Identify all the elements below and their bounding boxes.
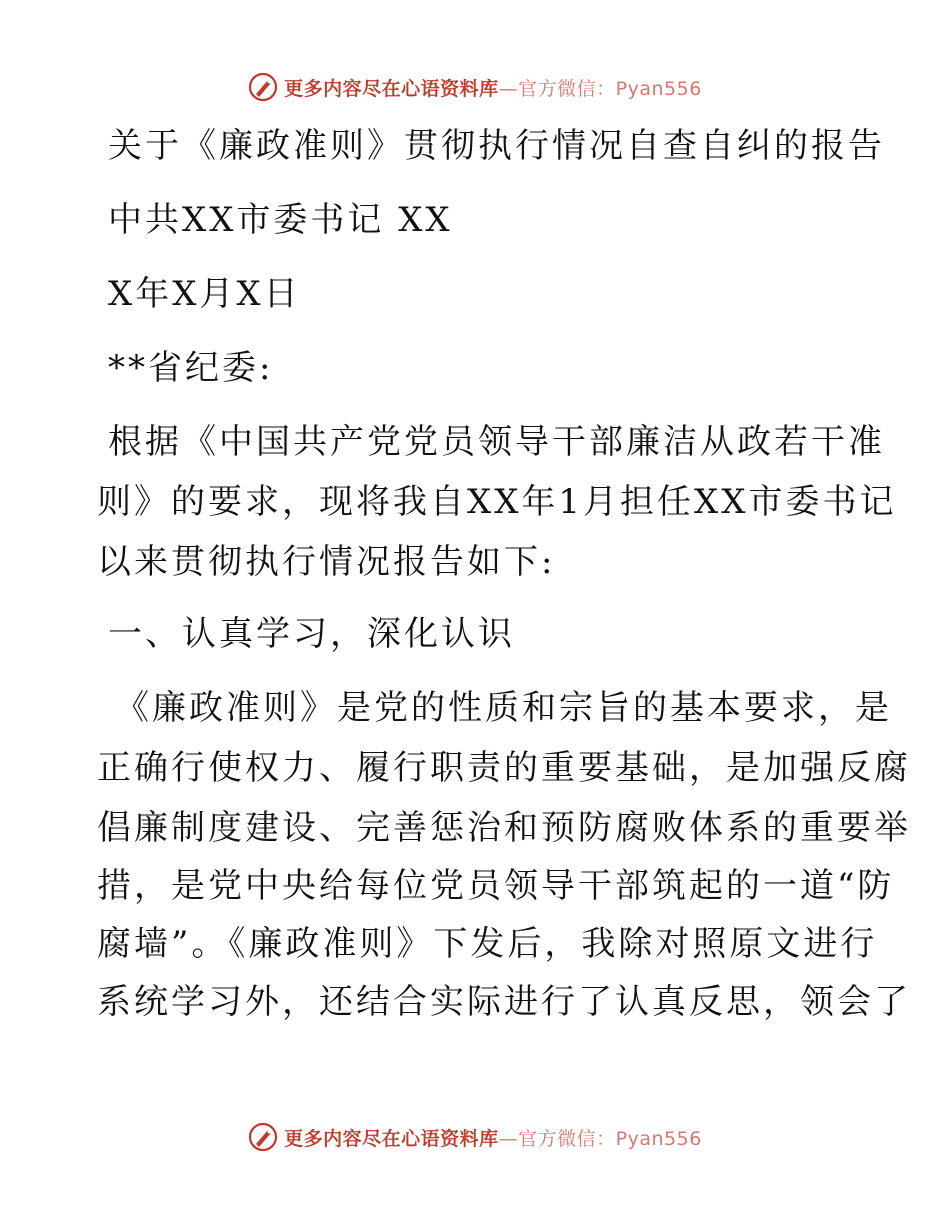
watermark-separator: — <box>498 1127 519 1150</box>
watermark-text <box>284 1124 702 1151</box>
paragraph-line: 《廉政准则》是党的性质和宗旨的基本要求，是 <box>115 688 892 728</box>
section-heading: 一、认真学习，深化认识 <box>108 614 515 654</box>
pen-logo-icon <box>248 72 278 102</box>
paragraph-line: 腐墙”。《廉政准则》下发后，我除对照原文进行 <box>97 924 878 964</box>
watermark-separator: — <box>498 77 519 100</box>
document-date: X年X月X日 <box>108 274 301 314</box>
intro-line: 以来贯彻执行情况报告如下: <box>97 542 556 582</box>
paragraph-line: 系统学习外，还结合实际进行了认真反思，领会了 <box>97 982 911 1022</box>
watermark-main: 更多内容尽在心语资料库 <box>284 1127 499 1150</box>
watermark-main: 更多内容尽在心语资料库 <box>284 77 499 100</box>
paragraph-line: 措，是党中央给每位党员领导干部筑起的一道“防 <box>97 866 895 906</box>
watermark-header <box>0 72 950 102</box>
pen-logo-icon <box>248 1122 278 1152</box>
watermark-footer <box>0 1122 950 1152</box>
watermark-contact: 官方微信：Pyan556 <box>518 77 702 100</box>
document-addressee: **省纪委: <box>108 348 274 388</box>
paragraph-line: 正确行使权力、履行职责的重要基础，是加强反腐 <box>97 748 911 788</box>
document-title: 关于《廉政准则》贯彻执行情况自查自纠的报告 <box>108 126 885 166</box>
intro-line: 根据《中国共产党党员领导干部廉洁从政若干准 <box>108 422 885 462</box>
watermark-text <box>284 74 702 101</box>
paragraph-line: 倡廉制度建设、完善惩治和预防腐败体系的重要举 <box>97 808 911 848</box>
document-author: 中共XX市委书记 XX <box>108 200 453 240</box>
watermark-contact: 官方微信：Pyan556 <box>518 1127 702 1150</box>
intro-line: 则》的要求，现将我自XX年1月担任XX市委书记 <box>97 482 897 522</box>
